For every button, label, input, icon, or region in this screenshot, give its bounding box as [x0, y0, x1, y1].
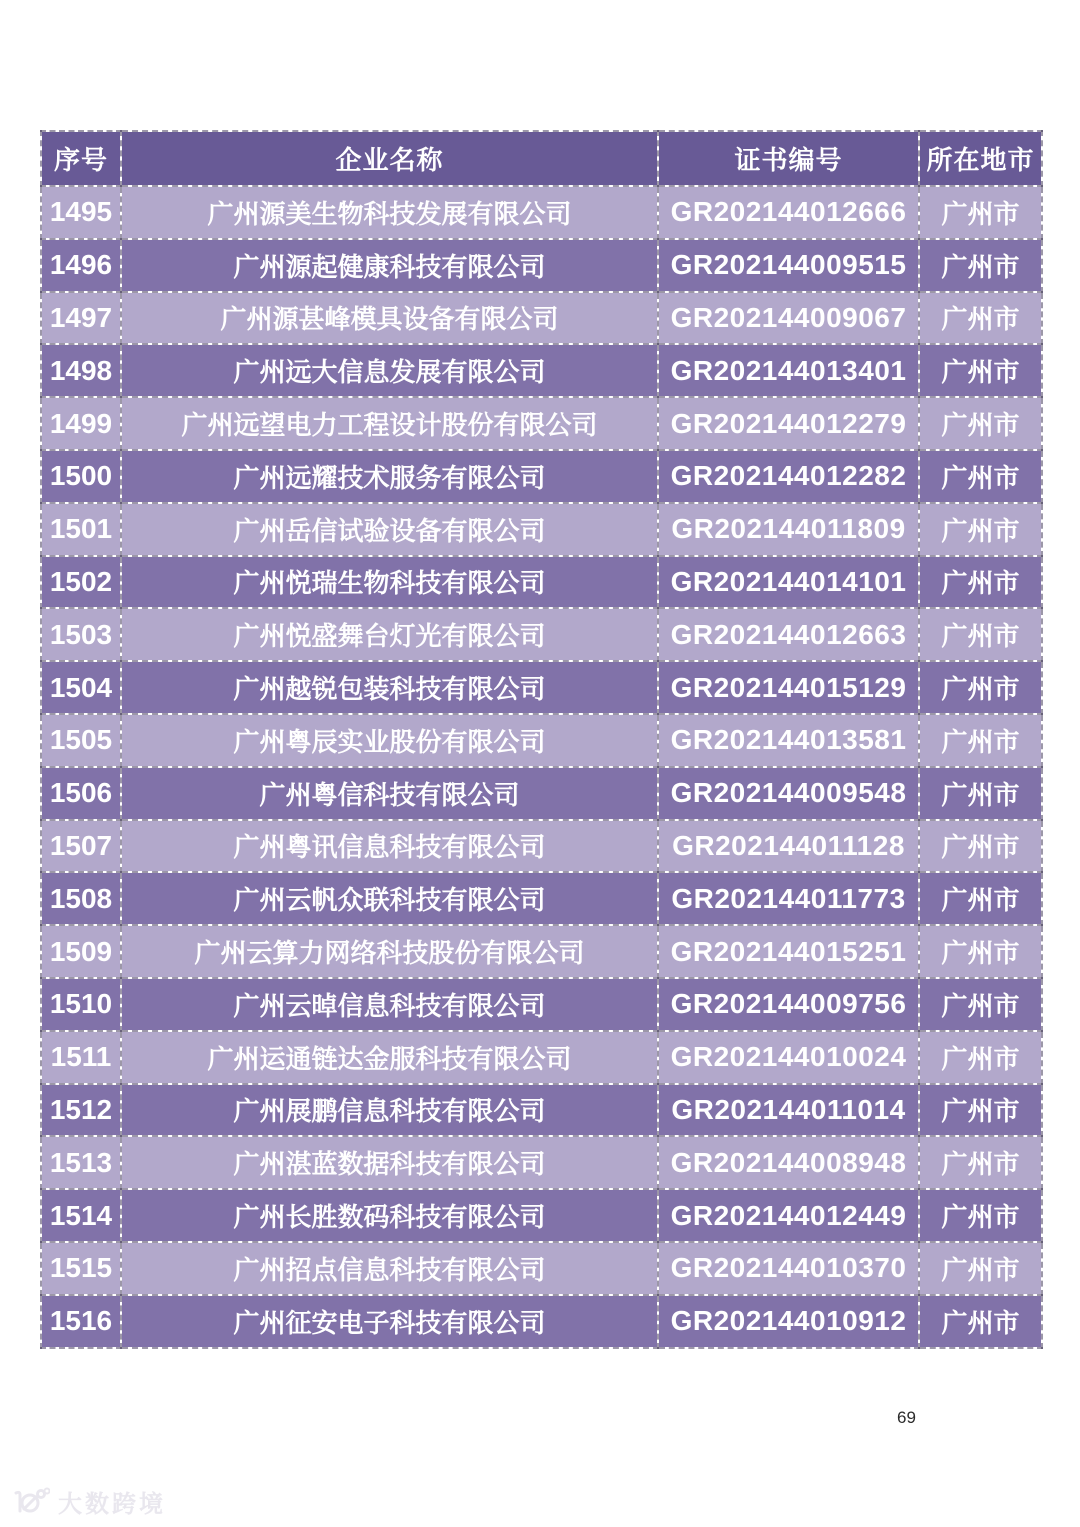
- company-cell: 广州悦瑞生物科技有限公司: [121, 556, 658, 609]
- city-cell: 广州市: [919, 1084, 1042, 1137]
- table-row: [41, 1189, 1042, 1242]
- city-cell: 广州市: [919, 661, 1042, 714]
- company-cell: 广州粤信科技有限公司: [121, 767, 658, 820]
- city-cell: 广州市: [919, 1031, 1042, 1084]
- index-cell: 1498: [41, 344, 121, 397]
- cert-cell: GR202144015129: [658, 661, 919, 714]
- city-cell: 广州市: [919, 503, 1042, 556]
- company-cell: 广州粤辰实业股份有限公司: [121, 714, 658, 767]
- company-cell: 广州湛蓝数据科技有限公司: [121, 1136, 658, 1189]
- table-row: [41, 872, 1042, 925]
- city-cell: 广州市: [919, 239, 1042, 292]
- table-row: [41, 767, 1042, 820]
- header-row: [41, 131, 1042, 186]
- city-cell: 广州市: [919, 820, 1042, 873]
- header-cert: 证书编号: [658, 131, 919, 186]
- table-row: [41, 397, 1042, 450]
- index-cell: 1502: [41, 556, 121, 609]
- index-cell: 1499: [41, 397, 121, 450]
- table-row: [41, 1242, 1042, 1295]
- company-cell: 广州云算力网络科技股份有限公司: [121, 925, 658, 978]
- cert-cell: GR202144012279: [658, 397, 919, 450]
- company-cell: 广州招点信息科技有限公司: [121, 1242, 658, 1295]
- city-cell: 广州市: [919, 344, 1042, 397]
- city-cell: 广州市: [919, 1189, 1042, 1242]
- city-cell: 广州市: [919, 714, 1042, 767]
- city-cell: 广州市: [919, 767, 1042, 820]
- index-cell: 1496: [41, 239, 121, 292]
- index-cell: 1507: [41, 820, 121, 873]
- city-cell: 广州市: [919, 450, 1042, 503]
- cert-cell: GR202144013401: [658, 344, 919, 397]
- cert-cell: GR202144009756: [658, 978, 919, 1031]
- index-cell: 1510: [41, 978, 121, 1031]
- city-cell: 广州市: [919, 1136, 1042, 1189]
- cert-cell: GR202144011014: [658, 1084, 919, 1137]
- company-cell: 广州云帆众联科技有限公司: [121, 872, 658, 925]
- index-cell: 1513: [41, 1136, 121, 1189]
- company-cell: 广州源甚峰模具设备有限公司: [121, 292, 658, 345]
- company-cell: 广州征安电子科技有限公司: [121, 1295, 658, 1348]
- city-cell: 广州市: [919, 608, 1042, 661]
- table-row: [41, 1084, 1042, 1137]
- city-cell: 广州市: [919, 1295, 1042, 1348]
- table-row: [41, 820, 1042, 873]
- cert-cell: GR202144011809: [658, 503, 919, 556]
- table-row: [41, 1031, 1042, 1084]
- table-row: [41, 239, 1042, 292]
- company-cell: 广州岳信试验设备有限公司: [121, 503, 658, 556]
- header-index: 序号: [41, 131, 121, 186]
- city-cell: 广州市: [919, 978, 1042, 1031]
- table-body: [41, 186, 1042, 1348]
- table-row: [41, 978, 1042, 1031]
- table-row: [41, 1136, 1042, 1189]
- city-cell: 广州市: [919, 872, 1042, 925]
- index-cell: 1514: [41, 1189, 121, 1242]
- cert-cell: GR202144012663: [658, 608, 919, 661]
- table-row: [41, 1295, 1042, 1348]
- cert-cell: GR202144012282: [658, 450, 919, 503]
- city-cell: 广州市: [919, 186, 1042, 239]
- watermark-logo-icon: [10, 1485, 50, 1519]
- company-cell: 广州源起健康科技有限公司: [121, 239, 658, 292]
- cert-cell: GR202144012666: [658, 186, 919, 239]
- index-cell: 1500: [41, 450, 121, 503]
- companies-table: [40, 130, 1043, 1349]
- index-cell: 1512: [41, 1084, 121, 1137]
- index-cell: 1505: [41, 714, 121, 767]
- table-header: [41, 131, 1042, 186]
- table-row: [41, 925, 1042, 978]
- cert-cell: GR202144015251: [658, 925, 919, 978]
- table-row: [41, 450, 1042, 503]
- watermark-text: 大数跨境: [58, 1491, 166, 1518]
- company-cell: 广州展鹏信息科技有限公司: [121, 1084, 658, 1137]
- cert-cell: GR202144010024: [658, 1031, 919, 1084]
- cert-cell: GR202144009067: [658, 292, 919, 345]
- header-company: 企业名称: [121, 131, 658, 186]
- city-cell: 广州市: [919, 397, 1042, 450]
- company-cell: 广州云晫信息科技有限公司: [121, 978, 658, 1031]
- watermark: [10, 1484, 166, 1519]
- table-row: [41, 503, 1042, 556]
- table-row: [41, 714, 1042, 767]
- index-cell: 1515: [41, 1242, 121, 1295]
- cert-cell: GR202144011773: [658, 872, 919, 925]
- company-cell: 广州粤讯信息科技有限公司: [121, 820, 658, 873]
- cert-cell: GR202144012449: [658, 1189, 919, 1242]
- header-city: 所在地市: [919, 131, 1042, 186]
- cert-cell: GR202144009515: [658, 239, 919, 292]
- company-cell: 广州远大信息发展有限公司: [121, 344, 658, 397]
- company-cell: 广州运通链达金服科技有限公司: [121, 1031, 658, 1084]
- table-row: [41, 186, 1042, 239]
- index-cell: 1501: [41, 503, 121, 556]
- company-cell: 广州悦盛舞台灯光有限公司: [121, 608, 658, 661]
- cert-cell: GR202144010912: [658, 1295, 919, 1348]
- cert-cell: GR202144014101: [658, 556, 919, 609]
- table-row: [41, 344, 1042, 397]
- cert-cell: GR202144013581: [658, 714, 919, 767]
- table-row: [41, 661, 1042, 714]
- company-cell: 广州长胜数码科技有限公司: [121, 1189, 658, 1242]
- city-cell: 广州市: [919, 556, 1042, 609]
- cert-cell: GR202144009548: [658, 767, 919, 820]
- city-cell: 广州市: [919, 925, 1042, 978]
- table-row: [41, 556, 1042, 609]
- company-cell: 广州远耀技术服务有限公司: [121, 450, 658, 503]
- cert-cell: GR202144011128: [658, 820, 919, 873]
- table-row: [41, 608, 1042, 661]
- index-cell: 1508: [41, 872, 121, 925]
- cert-cell: GR202144008948: [658, 1136, 919, 1189]
- index-cell: 1511: [41, 1031, 121, 1084]
- table-row: [41, 292, 1042, 345]
- company-cell: 广州源美生物科技发展有限公司: [121, 186, 658, 239]
- index-cell: 1506: [41, 767, 121, 820]
- city-cell: 广州市: [919, 292, 1042, 345]
- cert-cell: GR202144010370: [658, 1242, 919, 1295]
- index-cell: 1516: [41, 1295, 121, 1348]
- index-cell: 1497: [41, 292, 121, 345]
- page-number: 69: [897, 1408, 916, 1427]
- company-cell: 广州越锐包装科技有限公司: [121, 661, 658, 714]
- city-cell: 广州市: [919, 1242, 1042, 1295]
- company-cell: 广州远望电力工程设计股份有限公司: [121, 397, 658, 450]
- index-cell: 1509: [41, 925, 121, 978]
- index-cell: 1503: [41, 608, 121, 661]
- index-cell: 1504: [41, 661, 121, 714]
- index-cell: 1495: [41, 186, 121, 239]
